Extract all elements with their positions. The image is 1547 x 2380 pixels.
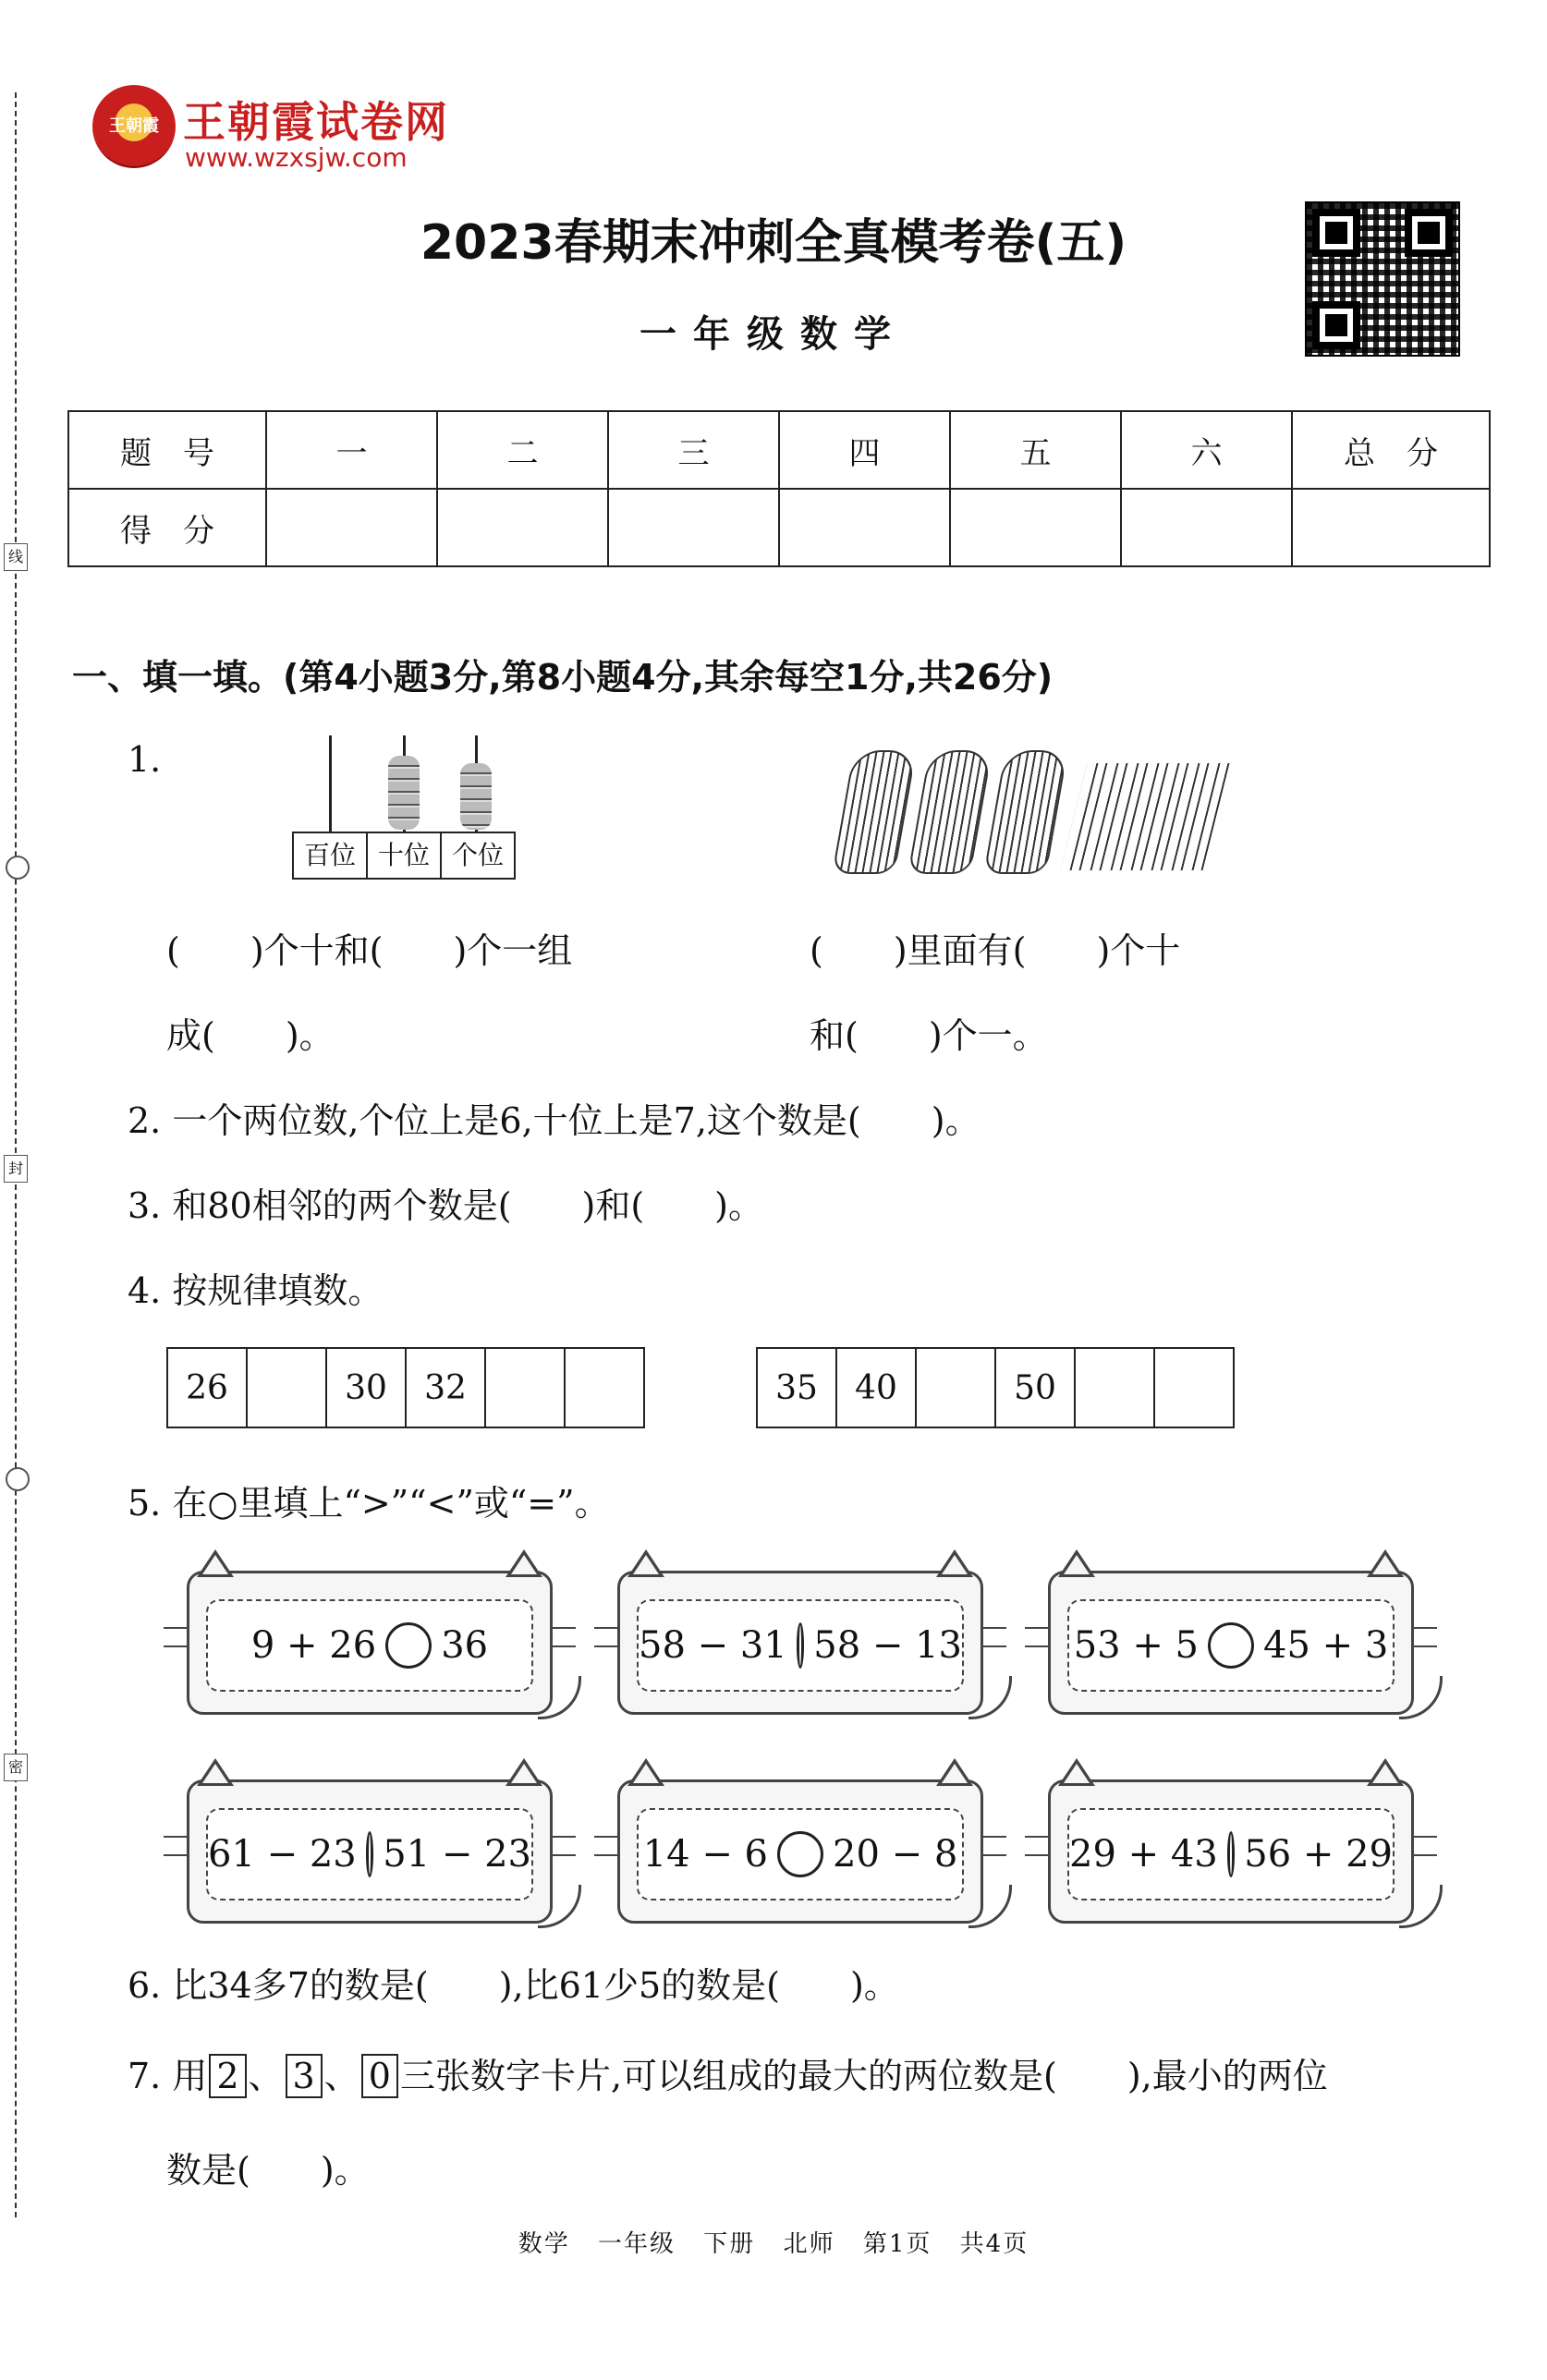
whisker — [164, 1645, 189, 1647]
comparison-expression — [637, 1808, 964, 1900]
cat-ear — [506, 1549, 542, 1577]
question-3: 3. 和80相邻的两个数是( )和( )。 — [128, 1185, 763, 1226]
score-table — [67, 410, 1491, 567]
digit-card: 0 — [361, 2054, 398, 2098]
counting-sticks — [843, 750, 1231, 880]
whisker — [550, 1836, 576, 1838]
q1-left-line1: ( )个十和( )个一组 — [166, 930, 573, 971]
cat-ear — [1058, 1758, 1095, 1786]
score-cell: 五 — [950, 411, 1121, 489]
score-cell: 二 — [437, 411, 608, 489]
whisker — [164, 1627, 189, 1629]
cat-ear — [197, 1758, 234, 1786]
question-number: 1. — [128, 739, 162, 780]
q7-sep: 、 — [248, 2056, 284, 2096]
sequence-cell: 40 — [836, 1348, 916, 1427]
whisker — [550, 1645, 576, 1647]
comparison-card — [1048, 1779, 1414, 1924]
score-cell: 一 — [266, 411, 437, 489]
cat-ear — [627, 1549, 664, 1577]
comparison-expression — [1067, 1808, 1395, 1900]
score-input-cell[interactable] — [1121, 489, 1292, 566]
sequence-blank-cell[interactable] — [1075, 1348, 1154, 1427]
score-input-cell[interactable] — [1292, 489, 1490, 566]
whisker — [594, 1627, 620, 1629]
right-expression: 56 + 29 — [1244, 1833, 1393, 1876]
binding-mark-xian: 线 — [4, 543, 28, 571]
abacus-labels — [292, 832, 516, 880]
score-cell: 总 分 — [1292, 411, 1490, 489]
abacus-label: 十位 — [368, 832, 442, 880]
abacus-label: 个位 — [442, 832, 516, 880]
left-expression: 14 − 6 — [642, 1833, 768, 1876]
score-cell: 三 — [608, 411, 779, 489]
abacus-label: 百位 — [292, 832, 368, 880]
whisker — [981, 1854, 1006, 1856]
comparison-card — [617, 1779, 983, 1924]
whisker — [164, 1854, 189, 1856]
q7-prefix: 7. 用 — [128, 2056, 208, 2096]
question-2: 2. 一个两位数,个位上是6,十位上是7,这个数是( )。 — [128, 1100, 981, 1141]
whisker — [1025, 1854, 1051, 1856]
q7-suffix: 三张数字卡片,可以组成的最大的两位数是( ),最小的两位 — [399, 2056, 1328, 2096]
sequence-blank-cell[interactable] — [247, 1348, 326, 1427]
cat-ear — [936, 1549, 973, 1577]
cat-ear — [936, 1758, 973, 1786]
whisker — [594, 1836, 620, 1838]
score-input-cell[interactable] — [266, 489, 437, 566]
abacus-beads-tens — [388, 756, 420, 830]
cat-tail — [1399, 1885, 1443, 1928]
abacus-rod — [329, 735, 332, 832]
comparison-expression — [206, 1808, 533, 1900]
whisker — [1411, 1836, 1437, 1838]
comparison-expression — [637, 1599, 964, 1692]
q1-right-line2: 和( )个一。 — [810, 1015, 1048, 1056]
compare-circle[interactable] — [777, 1831, 823, 1877]
cat-tail — [538, 1676, 581, 1719]
compare-circle[interactable] — [797, 1622, 805, 1669]
whisker — [1411, 1627, 1437, 1629]
q7-sep: 、 — [323, 2056, 359, 2096]
number-sequence-2 — [756, 1347, 1235, 1428]
sequence-cell: 35 — [757, 1348, 836, 1427]
cat-ear — [627, 1758, 664, 1786]
right-expression: 20 − 8 — [833, 1833, 958, 1876]
qr-finder — [1312, 301, 1360, 349]
sequence-blank-cell[interactable] — [916, 1348, 995, 1427]
sequence-blank-cell[interactable] — [565, 1348, 644, 1427]
binding-hole — [6, 1467, 30, 1491]
left-expression: 29 + 43 — [1069, 1833, 1218, 1876]
whisker — [1025, 1836, 1051, 1838]
digit-card: 2 — [209, 2054, 246, 2098]
qr-finder — [1312, 209, 1360, 257]
score-input-cell[interactable] — [608, 489, 779, 566]
right-expression: 51 − 23 — [383, 1833, 531, 1876]
comparison-card — [187, 1571, 553, 1715]
stick-bundle — [983, 750, 1068, 874]
section-heading: 一、填一填。(第4小题3分,第8小题4分,其余每空1分,共26分) — [72, 657, 1054, 698]
logo-badge: 王朝霞 — [92, 85, 176, 168]
score-input-cell[interactable] — [950, 489, 1121, 566]
question-7 — [128, 2047, 1328, 2098]
score-cell: 得 分 — [68, 489, 266, 566]
cat-tail — [968, 1676, 1012, 1719]
sequence-cell: 30 — [326, 1348, 406, 1427]
whisker — [981, 1645, 1006, 1647]
binding-mark-feng: 封 — [4, 1155, 28, 1183]
binding-mark-mi: 密 — [4, 1754, 28, 1781]
score-cell: 六 — [1121, 411, 1292, 489]
score-cell: 题 号 — [68, 411, 266, 489]
digit-card: 3 — [286, 2054, 323, 2098]
compare-circle[interactable] — [385, 1622, 432, 1669]
comparison-card — [617, 1571, 983, 1715]
page-subtitle: 一年级数学 — [640, 313, 907, 356]
cat-ear — [197, 1549, 234, 1577]
whisker — [594, 1645, 620, 1647]
left-expression: 61 − 23 — [208, 1833, 357, 1876]
comparison-expression — [1067, 1599, 1395, 1692]
q1-right-line1: ( )里面有( )个十 — [810, 930, 1181, 971]
logo-title: 王朝霞试卷网 — [183, 97, 449, 147]
left-expression: 9 + 26 — [250, 1624, 377, 1667]
score-table-header-row — [68, 411, 1490, 489]
whisker — [1411, 1854, 1437, 1856]
compare-circle[interactable] — [366, 1831, 374, 1877]
cat-ear — [1058, 1549, 1095, 1577]
sequence-blank-cell[interactable] — [485, 1348, 565, 1427]
page-footer: 数学 一年级 下册 北师 第1页 共4页 — [518, 2230, 1029, 2258]
whisker — [550, 1627, 576, 1629]
comparison-expression — [206, 1599, 533, 1692]
sequence-cell: 32 — [406, 1348, 485, 1427]
whisker — [1411, 1645, 1437, 1647]
score-input-cell[interactable] — [779, 489, 950, 566]
compare-circle[interactable] — [1227, 1831, 1236, 1877]
single-sticks — [1061, 763, 1236, 870]
whisker — [981, 1836, 1006, 1838]
cat-ear — [1367, 1758, 1404, 1786]
sequence-cell: 26 — [167, 1348, 247, 1427]
qr-code — [1305, 201, 1460, 357]
score-cell: 四 — [779, 411, 950, 489]
cat-ear — [506, 1758, 542, 1786]
cat-tail — [1399, 1676, 1443, 1719]
right-expression: 58 − 13 — [813, 1624, 962, 1667]
qr-finder — [1405, 209, 1453, 257]
score-table-score-row — [68, 489, 1490, 566]
cat-ear — [1367, 1549, 1404, 1577]
abacus-beads-ones — [460, 763, 492, 830]
sequence-cell: 50 — [995, 1348, 1075, 1427]
whisker — [550, 1854, 576, 1856]
page-title: 2023春期末冲刺全真模考卷(五) — [420, 215, 1127, 271]
whisker — [981, 1627, 1006, 1629]
question-6: 6. 比34多7的数是( ),比61少5的数是( )。 — [128, 1965, 899, 2006]
binding-hole — [6, 856, 30, 880]
comparison-card — [1048, 1571, 1414, 1715]
whisker — [1025, 1627, 1051, 1629]
whisker — [1025, 1645, 1051, 1647]
question-4: 4. 按规律填数。 — [128, 1270, 384, 1311]
question-7-line2: 数是( )。 — [166, 2150, 370, 2191]
right-expression: 45 + 3 — [1263, 1624, 1389, 1667]
q1-left-line2: 成( )。 — [166, 1015, 335, 1056]
whisker — [594, 1854, 620, 1856]
logo-url: www.wzxsjw.com — [185, 142, 408, 173]
left-expression: 53 + 5 — [1073, 1624, 1199, 1667]
comparison-card — [187, 1779, 553, 1924]
stick-bundle — [832, 750, 917, 874]
number-sequence-1 — [166, 1347, 645, 1428]
cat-tail — [968, 1885, 1012, 1928]
question-5: 5. 在○里填上“>”“<”或“=”。 — [128, 1483, 610, 1524]
abacus — [292, 735, 514, 881]
sequence-blank-cell[interactable] — [1154, 1348, 1234, 1427]
stick-bundle — [907, 750, 993, 874]
left-expression: 58 − 31 — [639, 1624, 787, 1667]
whisker — [164, 1836, 189, 1838]
cat-tail — [538, 1885, 581, 1928]
score-input-cell[interactable] — [437, 489, 608, 566]
right-expression: 36 — [441, 1624, 489, 1667]
compare-circle[interactable] — [1208, 1622, 1254, 1669]
